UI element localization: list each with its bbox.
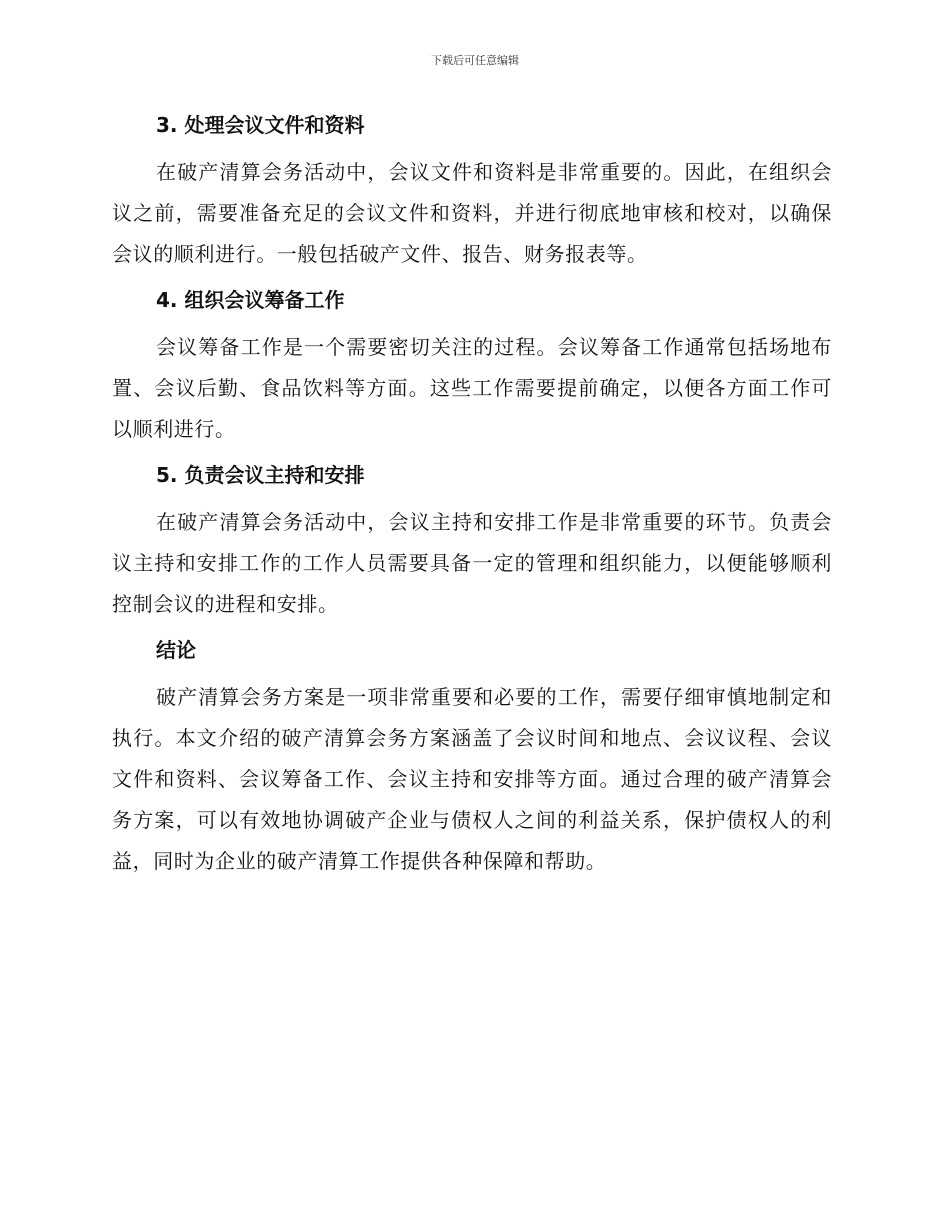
section-heading: 5. 负责会议主持和安排 xyxy=(156,463,365,487)
section-heading: 结论 xyxy=(156,638,196,662)
section-paragraph: 破产清算会务方案是一项非常重要和必要的工作，需要仔细审慎地制定和执行。本文介绍的破产清算会务方案涵盖了会议时间和地点、会议议程、会议文件和资料、会议筹备工作、会议主持和安排等方面。通过合理的破产清算会务方案，可以有效地协调破产企业与债权人之间的利益关系，保护债权人的利益，同时为企业的破产清算工作提供各种保障和帮助。 xyxy=(112,685,832,873)
section-5 xyxy=(112,460,832,625)
section-paragraph: 在破产清算会务活动中，会议文件和资料是非常重要的。因此，在组织会议之前，需要准备充足的会议文件和资料，并进行彻底地审核和校对，以确保会议的顺利进行。一般包括破产文件、报告、财务报表等。 xyxy=(112,160,832,266)
section-heading: 4. 组织会议筹备工作 xyxy=(156,288,345,312)
section-paragraph: 在破产清算会务活动中，会议主持和安排工作是非常重要的环节。负责会议主持和安排工作的工作人员需要具备一定的管理和组织能力，以便能够顺利控制会议的进程和安排。 xyxy=(112,510,832,616)
page-header: 下载后可任意编辑 xyxy=(431,54,519,67)
section-4 xyxy=(112,285,832,450)
section-paragraph: 会议筹备工作是一个需要密切关注的过程。会议筹备工作通常包括场地布置、会议后勤、食品饮料等方面。这些工作需要提前确定，以便各方面工作可以顺利进行。 xyxy=(112,335,832,441)
section-conclusion xyxy=(112,635,832,882)
document-body xyxy=(112,110,832,892)
section-3 xyxy=(112,110,832,275)
section-heading: 3. 处理会议文件和资料 xyxy=(156,113,365,137)
